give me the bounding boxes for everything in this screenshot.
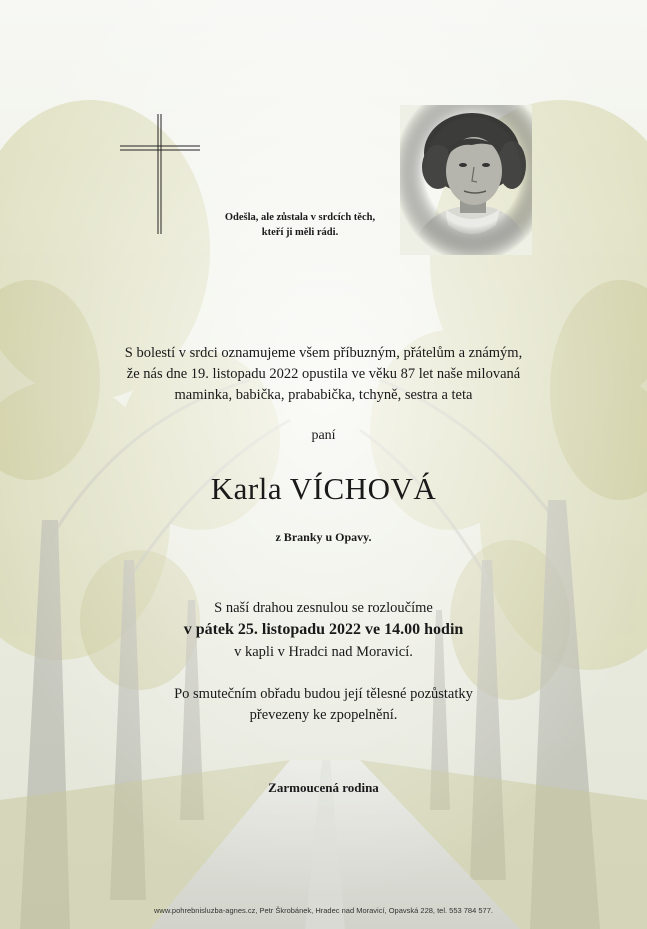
- farewell-line: S naší drahou zesnulou se rozloučíme: [214, 600, 433, 616]
- motto-line: Odešla, ale zůstala v srdcích těch,: [224, 212, 376, 223]
- cremation-line: Po smutečním obřadu budou její tělesné pozůstatky: [174, 686, 473, 702]
- title-word: paní: [311, 428, 336, 443]
- signature: Zarmoucená rodina: [268, 780, 379, 795]
- cremation-line: převezeny ke zpopelnění.: [249, 707, 398, 723]
- announcement-line: že nás dne 19. listopadu 2022 opustila ve věku 87 let naše milovaná: [126, 366, 521, 382]
- announcement-line: maminka, babička, prababička, tchyně, sestra a teta: [174, 387, 473, 403]
- cremation-note: [0, 684, 647, 726]
- motto-quote: [180, 210, 420, 240]
- farewell-date-time: v pátek 25. listopadu 2022 ve 14.00 hodin: [183, 621, 464, 638]
- motto-line: kteří ji měli rádi.: [261, 227, 339, 238]
- farewell-info: [0, 597, 647, 663]
- footer-contact: www.pohrebnisluzba-agnes.cz, Petr Škrobánek, Hradec nad Moravicí, Opavská 228, tel. 553 784 577.: [154, 906, 493, 915]
- deceased-name: Karla VÍCHOVÁ: [210, 471, 437, 506]
- announcement-line: S bolestí v srdci oznamujeme všem příbuzným, přátelům a známým,: [124, 345, 523, 361]
- deceased-origin: z Branky u Opavy.: [275, 530, 372, 544]
- farewell-location: v kapli v Hradci nad Moravicí.: [234, 644, 413, 660]
- announcement-text: [0, 343, 647, 406]
